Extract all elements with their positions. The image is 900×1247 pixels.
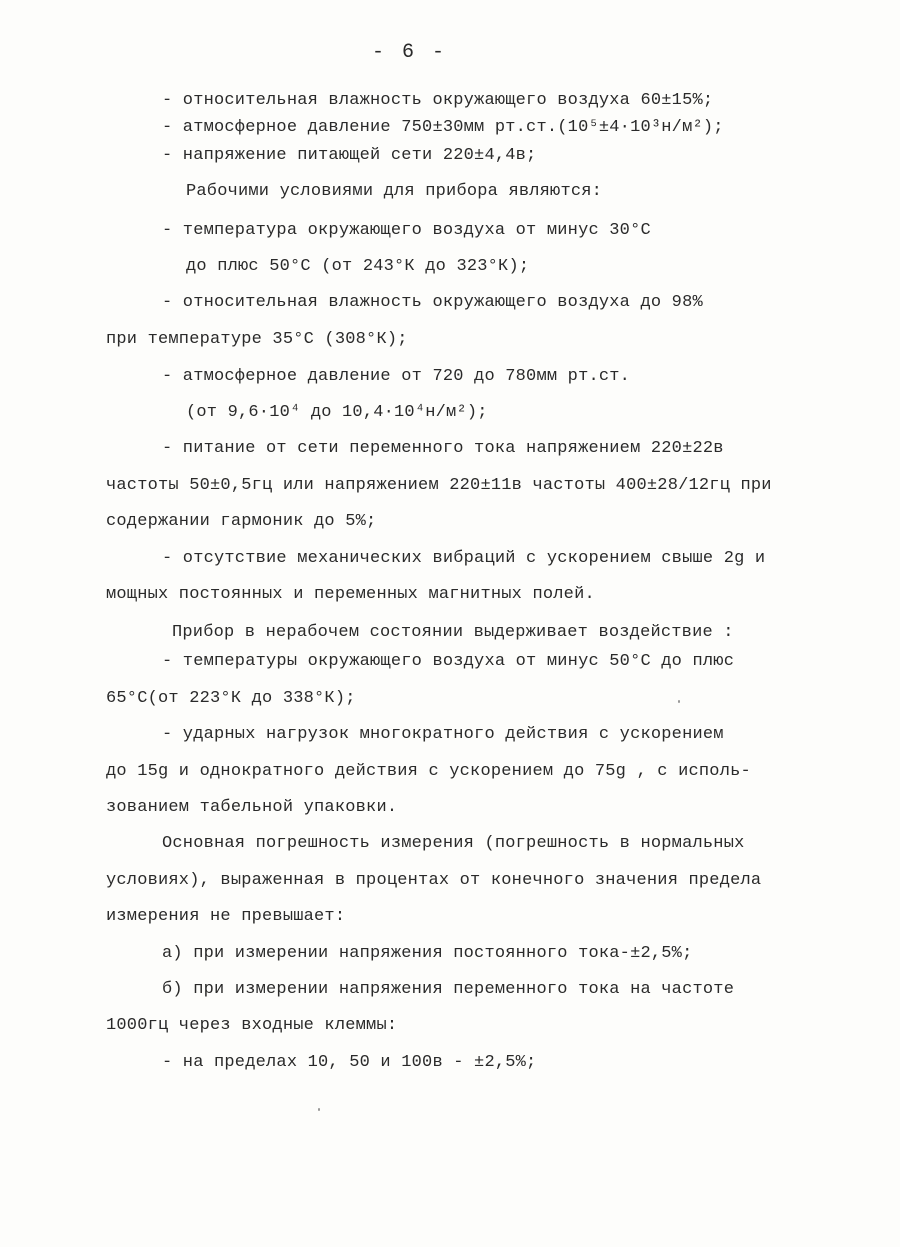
text-line: условиях), выраженная в процентах от конечного значения предела: [106, 871, 762, 890]
text-line: 65°С(от 223°К до 338°К);: [106, 689, 356, 708]
text-line: при температуре 35°С (308°К);: [106, 330, 408, 349]
text-line: мощных постоянных и переменных магнитных полей.: [106, 585, 595, 604]
text-line: Прибор в нерабочем состоянии выдерживает воздействие :: [172, 623, 734, 642]
text-line: - на пределах 10, 50 и 100в - ±2,5%;: [162, 1053, 537, 1072]
text-line: - относительная влажность окружающего воздуха до 98%: [162, 293, 703, 312]
page-number: - 6 -: [372, 41, 448, 64]
text-line: - атмосферное давление 750±30мм рт.ст.(10⁵±4·10³н/м²);: [162, 118, 724, 137]
text-line: зованием табельной упаковки.: [106, 798, 398, 817]
text-line: Рабочими условиями для прибора являются:: [186, 182, 603, 201]
text-line: содержании гармоник до 5%;: [106, 512, 377, 531]
text-line: - питание от сети переменного тока напряжением 220±22в: [162, 439, 724, 458]
text-line: - атмосферное давление от 720 до 780мм рт.ст.: [162, 367, 631, 386]
text-line: - относительная влажность окружающего воздуха 60±15%;: [162, 91, 714, 110]
text-line: частоты 50±0,5гц или напряжением 220±11в частоты 400±28/12гц при: [106, 476, 772, 495]
scan-speck: [318, 1108, 320, 1111]
text-line: до 15g и однократного действия с ускорением до 75g , с исполь-: [106, 762, 751, 781]
text-line: измерения не превышает:: [106, 907, 346, 926]
text-line: (от 9,6·10⁴ до 10,4·10⁴н/м²);: [186, 403, 488, 422]
scan-speck: [678, 700, 680, 703]
text-line: а) при измерении напряжения постоянного тока-±2,5%;: [162, 944, 693, 963]
text-line: Основная погрешность измерения (погрешность в нормальных: [162, 834, 745, 853]
text-line: - напряжение питающей сети 220±4,4в;: [162, 146, 537, 165]
text-line: б) при измерении напряжения переменного тока на частоте: [162, 980, 735, 999]
text-line: - ударных нагрузок многократного действия с ускорением: [162, 725, 724, 744]
text-line: 1000гц через входные клеммы:: [106, 1016, 398, 1035]
text-line: - температура окружающего воздуха от минус 30°С: [162, 221, 651, 240]
text-line: - отсутствие механических вибраций с ускорением свыше 2g и: [162, 549, 766, 568]
text-line: до плюс 50°С (от 243°К до 323°К);: [186, 257, 530, 276]
text-line: - температуры окружающего воздуха от минус 50°С до плюс: [162, 652, 735, 671]
